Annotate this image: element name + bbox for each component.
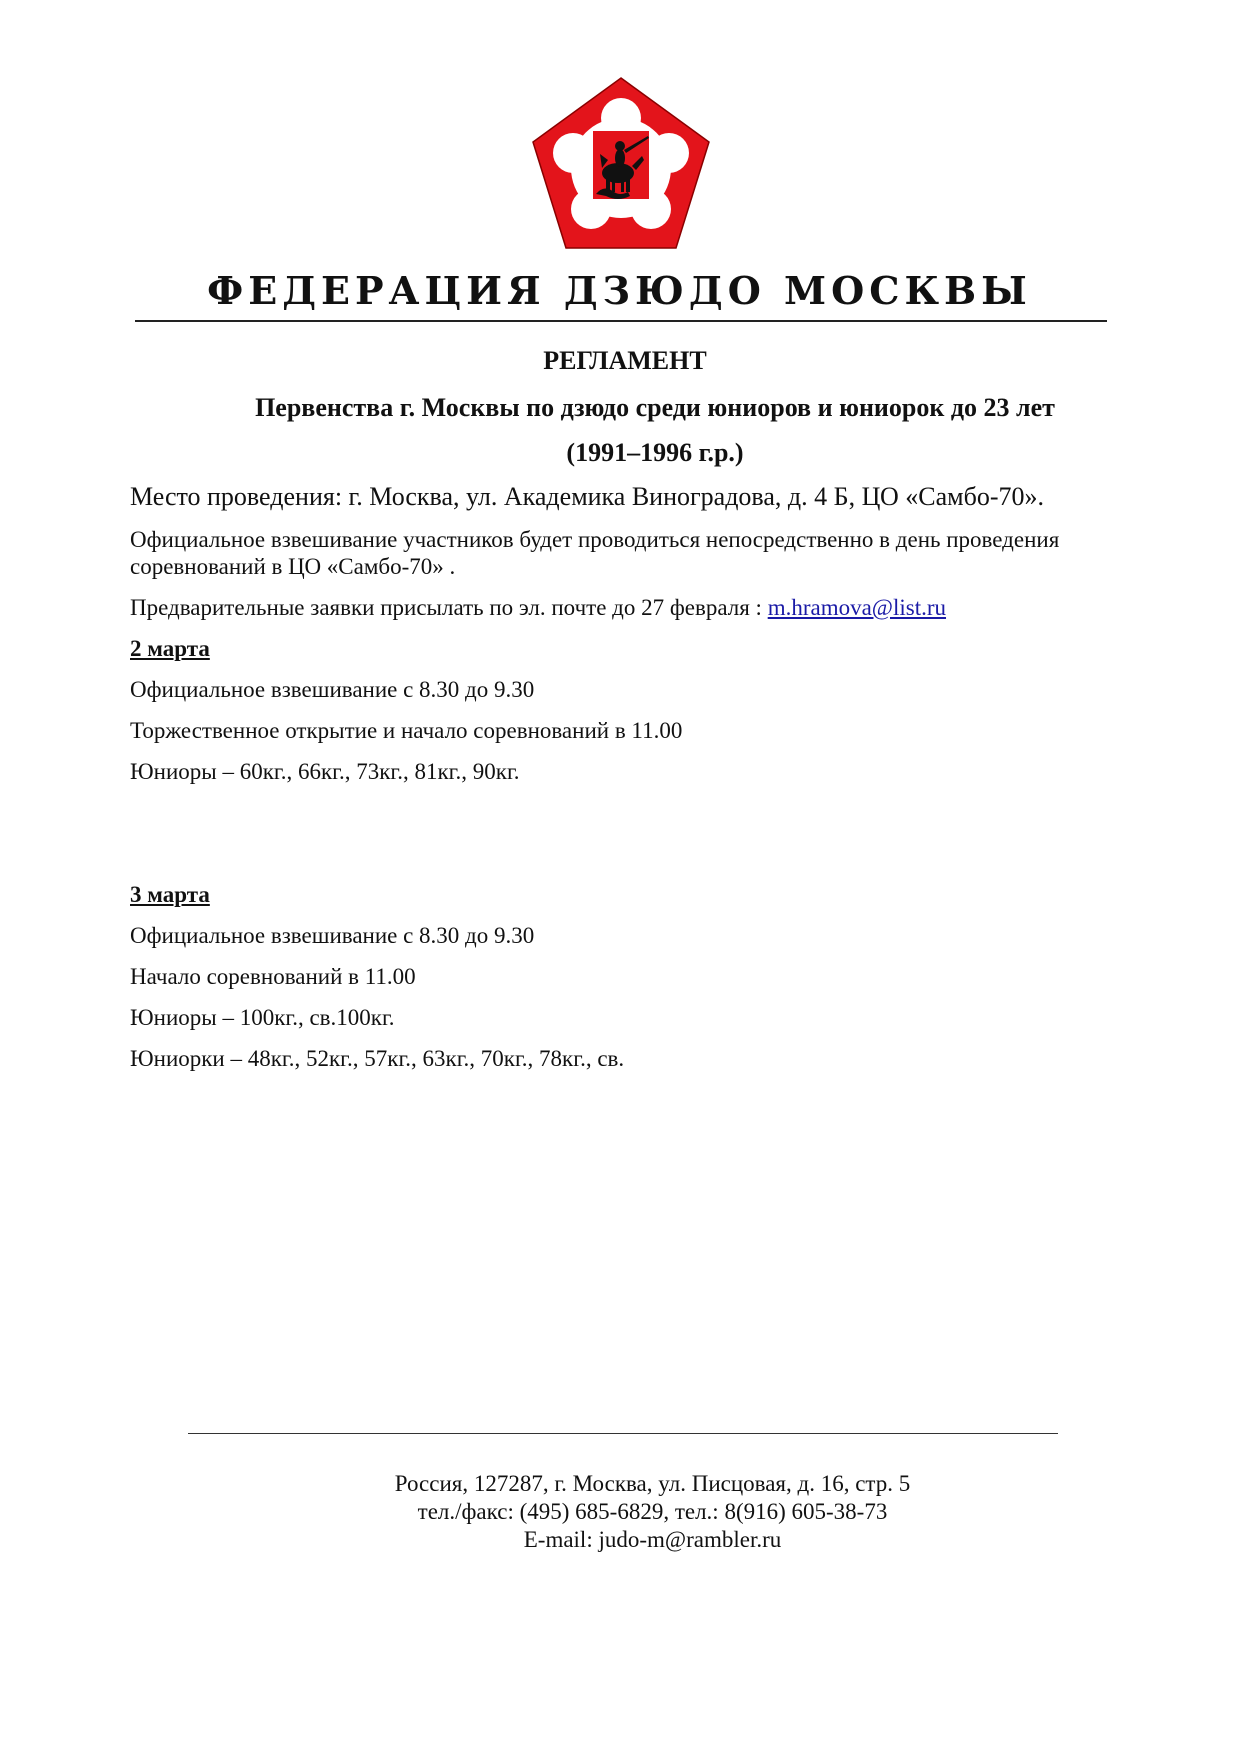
moscow-judo-federation-logo-icon <box>530 76 712 252</box>
applications-text: Предварительные заявки присылать по эл. почте до 27 февраля : <box>130 595 768 620</box>
footer-contacts <box>0 1470 1239 1554</box>
day2-line: Официальное взвешивание с 8.30 до 9.30 <box>130 923 535 948</box>
day2-line: Начало соревнований в 11.00 <box>130 964 416 989</box>
document-subtitle: Первенства г. Москвы по дзюдо среди юниоров и юниорок до 23 лет <box>255 393 1055 422</box>
footer-address: Россия, 127287, г. Москва, ул. Писцовая, д. 16, стр. 5 <box>394 1471 911 1496</box>
venue-line: Место проведения: г. Москва, ул. Академика Виноградова, д. 4 Б, ЦО «Самбо-70». <box>130 482 1044 511</box>
footer-phones: тел./факс: (495) 685-6829, тел.: 8(916) 605-38-73 <box>417 1499 888 1524</box>
weighin-note: Официальное взвешивание участников будет проводиться непосредственно в день проведения соревнований в ЦО «Самбо-70» . <box>130 527 1060 579</box>
day1-line: Торжественное открытие и начало соревнований в 11.00 <box>130 718 683 743</box>
day2-line: Юниоры – 100кг., св.100кг. <box>130 1005 395 1030</box>
header-divider <box>135 320 1107 322</box>
document-title: РЕГЛАМЕНТ <box>543 346 707 375</box>
day1-heading: 2 марта <box>130 636 210 661</box>
day1-line: Официальное взвешивание с 8.30 до 9.30 <box>130 677 535 702</box>
day1-line: Юниоры – 60кг., 66кг., 73кг., 81кг., 90кг. <box>130 759 520 784</box>
day2-heading: 3 марта <box>130 882 210 907</box>
day2-line: Юниорки – 48кг., 52кг., 57кг., 63кг., 70кг., 78кг., св. <box>130 1046 625 1071</box>
footer-email: E-mail: judo-m@rambler.ru <box>523 1527 782 1552</box>
applications-email-link[interactable]: m.hramova@list.ru <box>767 595 947 620</box>
org-name: ФЕДЕРАЦИЯ ДЗЮДО МОСКВЫ <box>207 268 1032 313</box>
document-years: (1991–1996 г.р.) <box>566 438 744 467</box>
footer-divider <box>188 1433 1058 1434</box>
applications-line <box>130 595 946 621</box>
